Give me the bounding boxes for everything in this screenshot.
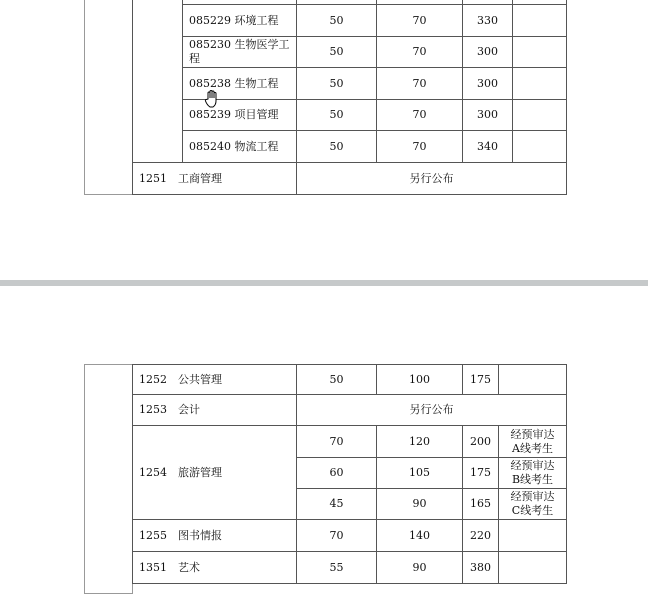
note: 经预审达B线考生 [498, 457, 567, 489]
major-name: 1253 会计 [132, 394, 297, 426]
hand-cursor-icon [204, 90, 220, 108]
score-a: 50 [296, 130, 377, 163]
note [512, 130, 567, 163]
total-score: 175 [462, 457, 499, 489]
major-name: 1251 工商管理 [132, 162, 297, 195]
note [498, 551, 567, 584]
major-name: 1255 图书情报 [132, 519, 297, 552]
score-a: 60 [296, 457, 377, 489]
note: 经预审达C线考生 [498, 488, 567, 520]
score-a: 55 [296, 551, 377, 584]
major-name: 085230 生物医学工程 [182, 36, 297, 68]
total-score: 380 [462, 551, 499, 584]
score-b: 120 [376, 425, 463, 458]
note [512, 99, 567, 131]
score-b: 70 [376, 130, 463, 163]
total-score: 330 [462, 4, 513, 37]
total-score: 175 [462, 364, 499, 395]
major-name: 085240 物流工程 [182, 130, 297, 163]
score-a: 50 [296, 4, 377, 37]
major-name: 1252 公共管理 [132, 364, 297, 395]
score-a: 50 [296, 67, 377, 100]
note [498, 364, 567, 395]
merged-note: 另行公布 [296, 394, 567, 426]
major-name: 085229 环境工程 [182, 4, 297, 37]
note [498, 519, 567, 552]
score-b: 90 [376, 488, 463, 520]
score-b: 105 [376, 457, 463, 489]
score-a: 70 [296, 425, 377, 458]
note [512, 4, 567, 37]
score-a: 50 [296, 36, 377, 68]
score-a: 50 [296, 99, 377, 131]
major-name: 1254 旅游管理 [132, 425, 297, 520]
total-score: 220 [462, 519, 499, 552]
score-a: 70 [296, 519, 377, 552]
score-a: 50 [296, 364, 377, 395]
total-score: 300 [462, 67, 513, 100]
score-b: 70 [376, 67, 463, 100]
total-score: 165 [462, 488, 499, 520]
total-score: 300 [462, 99, 513, 131]
note: 经预审达A线考生 [498, 425, 567, 458]
page-separator [0, 280, 648, 286]
table-cell-empty [132, 0, 183, 163]
score-a: 45 [296, 488, 377, 520]
score-b: 140 [376, 519, 463, 552]
score-b: 100 [376, 364, 463, 395]
major-name: 085239 项目管理 [182, 99, 297, 131]
total-score: 340 [462, 130, 513, 163]
score-b: 90 [376, 551, 463, 584]
merged-note: 另行公布 [296, 162, 567, 195]
score-b: 70 [376, 4, 463, 37]
total-score: 200 [462, 425, 499, 458]
table-cell-empty [84, 364, 133, 594]
note [512, 67, 567, 100]
major-name: 1351 艺术 [132, 551, 297, 584]
score-b: 70 [376, 36, 463, 68]
note [512, 36, 567, 68]
score-b: 70 [376, 99, 463, 131]
total-score: 300 [462, 36, 513, 68]
table-cell-empty [84, 0, 133, 195]
major-name: 085238 生物工程 [182, 67, 297, 100]
